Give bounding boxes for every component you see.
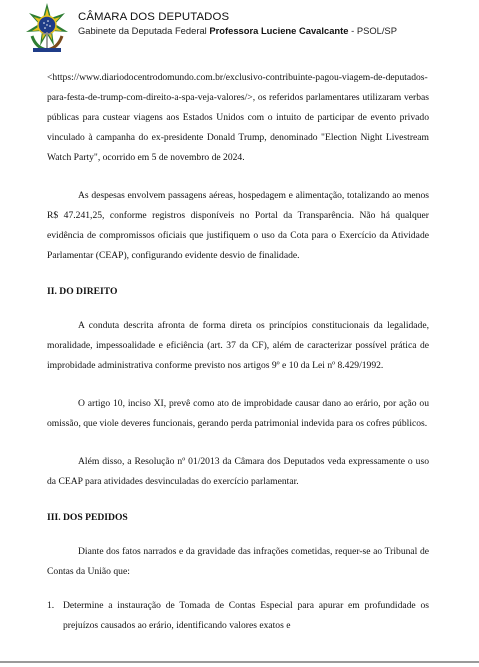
deputy-name: Professora Luciene Cavalcante [209,25,349,36]
section-heading-direito: II. DO DIREITO [47,286,118,297]
list-item [47,596,429,636]
institution-name: CÂMARA DOS DEPUTADOS [78,11,230,23]
list-item-number: 1. [47,600,55,611]
paragraph-resolution: Além disso, a Resolução nº 01/2013 da Câmara dos Deputados veda expressamente o uso da CEAP para atividades desvinculadas do exercício parlamentar. [47,456,429,487]
list-item-text: Determine a instauração de Tomada de Contas Especial para apurar em profundidade os prejuízos causados ao erário, identificando valores exatos e [63,600,429,631]
paragraph-requests-intro: Diante dos fatos narrados e da gravidade das infrações cometidas, requer-se ao Tribunal de Contas da União que: [47,546,429,577]
document-body [47,68,429,636]
paragraph-expenses: As despesas envolvem passagens aéreas, hospedagem e alimentação, totalizando ao menos R$ 47.241,25, conforme registros disponíveis no Portal da Transparência. Não há qualquer evidência de compromissos oficiais que justifiquem o uso da Cota para o Exercício da Atividade Parlamentar (CEAP), configurando evidente desvio de finalidade. [47,190,429,261]
page-bottom-edge [0,661,479,663]
office-line [78,25,397,36]
paragraph-principles: A conduta descrita afronta de forma direta os princípios constitucionais da legalidade, moralidade, impessoalidade e eficiência (art. 37 da CF), além de caracterizar possível prática de improbidade administrativa conforme previsto nos artigos 9º e 10 da Lei nº 8.429/1992. [47,320,429,371]
paragraph-article-10: O artigo 10, inciso XI, prevê como ato de improbidade causar dano ao erário, por ação ou omissão, que viole deveres funcionais, gerando perda patrimonial indevida para os cofres públicos. [47,398,429,429]
letterhead [24,2,464,56]
office-prefix: Gabinete da Deputada Federal [78,25,207,36]
office-suffix: - PSOL/SP [351,25,397,36]
brazil-coat-of-arms-icon [24,2,70,54]
requests-list [47,596,429,636]
paragraph-source-link: <https://www.diariodocentrodomundo.com.br/exclusivo-contribuinte-pagou-viagem-de-deputados-para-festa-de-trump-com-direito-a-spa-veja-valores/>, os referidos parlamentares utilizaram verbas públicas para custear viagens aos Estados Unidos com o intuito de participar de evento privado vinculado à campanha do ex-presidente Donald Trump, denominado "Election Night Livestream Watch Party", ocorrido em 5 de novembro de 2024. [47,72,429,163]
section-heading-pedidos: III. DOS PEDIDOS [47,512,128,523]
